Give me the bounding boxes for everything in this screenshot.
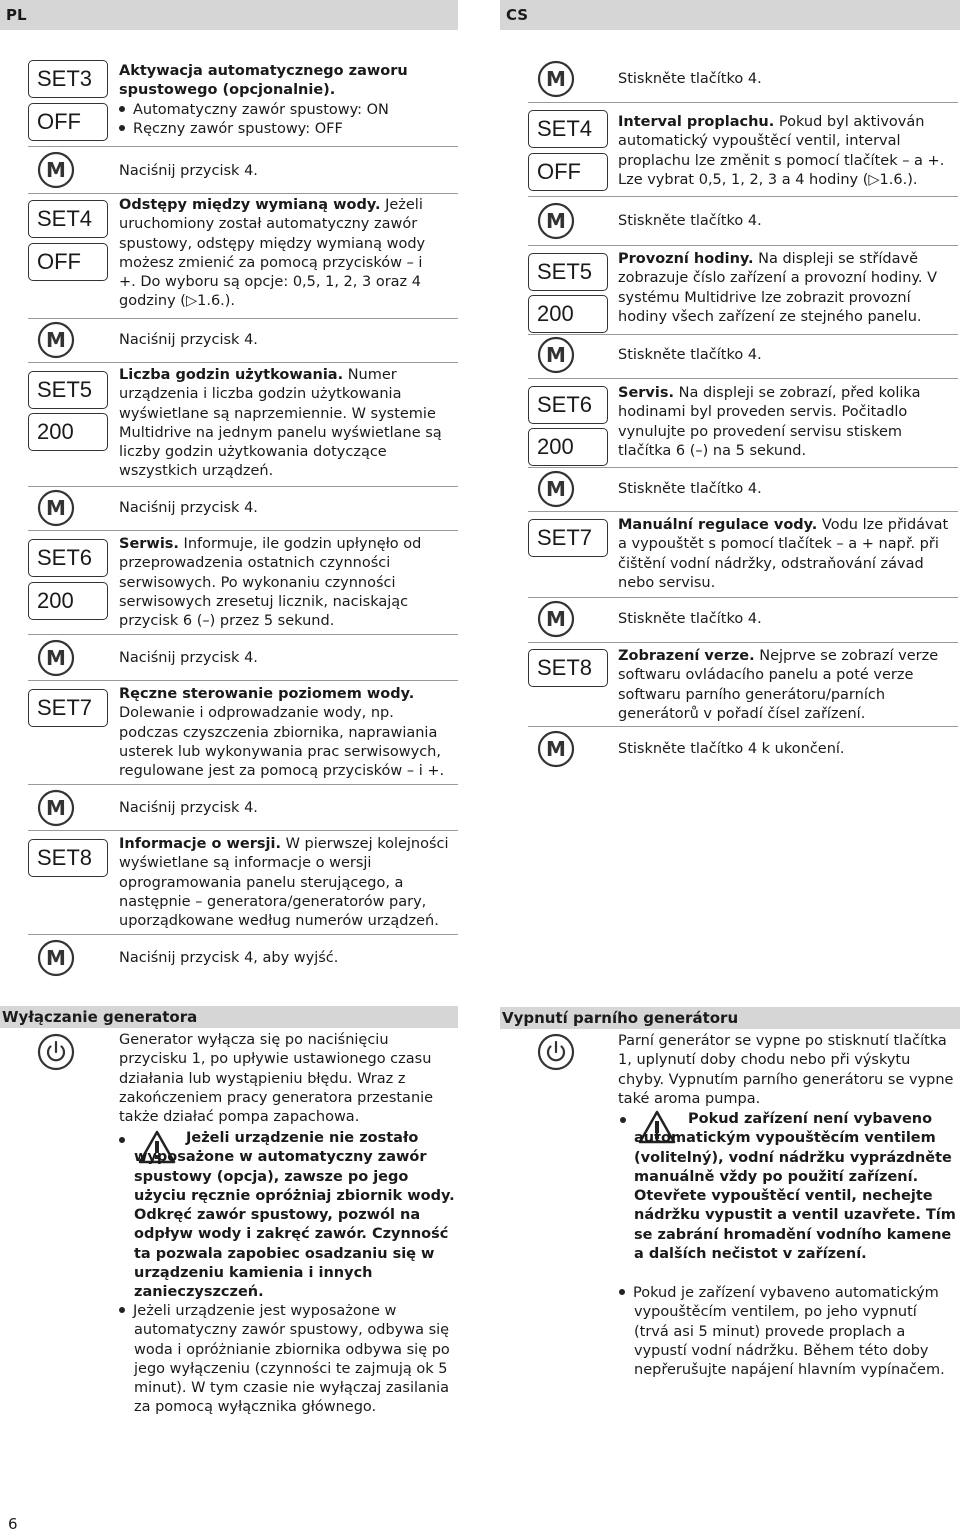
svg-text:M: M — [546, 477, 566, 501]
lcd-value: 200 — [528, 295, 608, 333]
divider — [28, 146, 458, 147]
section-intro: Generator wyłącza się po naciśnięciu przycisku 1, po upływie ustawionego czasu działania lub wystąpieniu błędu. Wraz z zakończeniem pracy generatora przestanie także działać pompa zapachowa. — [119, 1032, 434, 1126]
section-heading: Wyłączanie generatora — [0, 1006, 458, 1028]
menu-m-icon — [536, 599, 576, 639]
svg-text:M: M — [46, 496, 66, 520]
lcd-set6: SET6 — [28, 539, 108, 577]
menu-m-icon — [536, 59, 576, 99]
warning-text: Pokud zařízení není vybaveno automatickým vypouštěcím ventilem (volitelný), vodní nádržku vyprázdněte manuálně vždy po použití zařízení. Otevřete vypouštěcí ventil, nechejte nádržku vypustit a ventil uzavřete. Tím se zabrání hromadění vodního kamene a dalších nečistot v zařízení. — [634, 1111, 956, 1263]
press-instruction: Stiskněte tlačítko 4. — [618, 347, 762, 363]
set4-text: Odstępy między wymianą wody. Jeżeli uruchomiony został automatyczny zawór spustowy, odstępy między wymianą wody możesz zmienić za pomocą przycisków – i +. Do wyboru są opcje: 0,5, 1, 2, 3 oraz 4 godziny (▷1.6.). — [119, 197, 426, 310]
divider — [28, 680, 458, 681]
press-instruction: Naciśnij przycisk 4. — [119, 163, 258, 179]
svg-text:M: M — [546, 607, 566, 631]
svg-text:M: M — [46, 796, 66, 820]
set8-text: Zobrazení verze. Nejprve se zobrazí verze softwaru ovládacího panelu a poté verze softwaru parního generátoru/parních generátorů v pořadí čísel zařízení. — [618, 648, 939, 722]
divider — [28, 530, 458, 531]
lcd-off: OFF — [28, 103, 108, 141]
svg-text:M: M — [546, 209, 566, 233]
menu-m-icon — [36, 488, 76, 528]
svg-text:M: M — [46, 646, 66, 670]
divider — [528, 642, 958, 643]
divider — [28, 934, 458, 935]
divider — [528, 597, 958, 598]
lcd-set3: SET3 — [28, 60, 108, 98]
section-intro: Parní generátor se vypne po stisknutí tlačítka 1, uplynutí doby chodu nebo při výskytu chyby. Vypnutím parního generátoru se vypne také aroma pumpa. — [618, 1033, 954, 1107]
lcd-value: 200 — [28, 582, 108, 620]
divider — [528, 378, 958, 379]
set3-bullet-2: Ręczny zawór spustowy: OFF — [119, 120, 343, 139]
language-header-pl: PL — [0, 0, 458, 30]
page-number: 6 — [8, 1515, 18, 1533]
lcd-off: OFF — [528, 153, 608, 191]
lcd-set8: SET8 — [28, 839, 108, 877]
set7-text: Manuální regulace vody. Vodu lze přidávat a vypouštět s pomocí tlačítek – a + např. při čištění vodní nádržky, odstraňování závad nebo servisu. — [618, 517, 949, 591]
set5-text: Liczba godzin użytkowania. Numer urządzenia i liczba godzin użytkowania wyświetlane są naprzemiennie. W systemie Multidrive na jednym panelu wyświetlane są liczby godzin użytkowania dotyczące wszystkich urządzeń. — [119, 367, 442, 480]
power-button-icon — [536, 1032, 576, 1072]
press-instruction: Stiskněte tlačítko 4. — [618, 213, 762, 229]
menu-m-icon — [36, 150, 76, 190]
menu-m-icon — [536, 469, 576, 509]
press-instruction: Stiskněte tlačítko 4. — [618, 611, 762, 627]
svg-text:M: M — [46, 328, 66, 352]
set8-text: Informacje o wersji. W pierwszej kolejności wyświetlane są informacje o wersji oprogramowania panelu sterującego, a następnie – generatora/generatorów pary, uporządkowane według numerów urządzeń. — [119, 836, 449, 930]
divider — [528, 467, 958, 468]
menu-m-icon — [36, 638, 76, 678]
lcd-set6: SET6 — [528, 386, 608, 424]
menu-m-icon — [36, 788, 76, 828]
press-instruction: Naciśnij przycisk 4. — [119, 650, 258, 666]
power-button-icon — [36, 1032, 76, 1072]
bullet — [620, 1117, 626, 1123]
divider — [528, 245, 958, 246]
divider — [528, 334, 958, 335]
press-instruction: Naciśnij przycisk 4, aby wyjść. — [119, 950, 339, 966]
press-instruction: Naciśnij przycisk 4. — [119, 800, 258, 816]
divider — [528, 102, 958, 103]
menu-m-icon — [536, 201, 576, 241]
press-instruction: Stiskněte tlačítko 4. — [618, 481, 762, 497]
set5-text: Provozní hodiny. Na displeji se střídavě zobrazuje číslo zařízení a provozní hodiny. V systému Multidrive lze zobrazit provozní hodiny všech zařízení ze stejného panelu. — [618, 251, 938, 325]
lcd-set4: SET4 — [28, 200, 108, 238]
lcd-set5: SET5 — [28, 371, 108, 409]
section-heading: Vypnutí parního generátoru — [500, 1007, 960, 1029]
bullet-2-text: Jeżeli urządzenie jest wyposażone w automatyczny zawór spustowy, odbywa się woda i opróżnianie zbiornika odbywa się po jego wyłączeniu (czynności te zajmują ok 5 minut). W tym czasie nie wyłączaj zasilania za pomocą wyłącznika głównego. — [134, 1302, 459, 1418]
lcd-set8: SET8 — [528, 649, 608, 687]
lcd-off: OFF — [28, 243, 108, 281]
svg-text:M: M — [546, 343, 566, 367]
lcd-set4: SET4 — [528, 110, 608, 148]
set7-text: Ręczne sterowanie poziomem wody. Dolewanie i odprowadzanie wody, np. podczas czyszczenia zbiornika, naprawiania usterek lub wykonywania prac serwisowych, regulowane jest za pomocą przycisków – i +. — [119, 686, 445, 780]
press-instruction: Stiskněte tlačítko 4. — [618, 71, 762, 87]
press-instruction: Naciśnij przycisk 4. — [119, 500, 258, 516]
divider — [28, 784, 458, 785]
language-header-cs: CS — [500, 0, 960, 30]
divider — [28, 318, 458, 319]
svg-text:M: M — [46, 946, 66, 970]
warning-text: Jeżeli urządzenie nie zostało wyposażone w automatyczny zawór spustowy (opcja), zawsze po jego użyciu ręcznie opróżniaj zbiornik wody. Odkręć zawór spustowy, pozwól na odpływ wody i zakręć zawór. Czynność ta pozwala zapobiec osadzaniu się w urządzeniu kamienia i innych zanieczyszczeń. — [134, 1130, 455, 1301]
bullet-2-text: Pokud je zařízení vybaveno automatickým vypouštěcím ventilem, po jeho vypnutí (trvá asi 5 minut) provede proplach a vypustí vodní nádržku. Během této doby nepřerušujte napájení hlavním vypínačem. — [634, 1284, 956, 1380]
lcd-value: 200 — [528, 428, 608, 466]
svg-text:M: M — [546, 737, 566, 761]
set3-bullet-1: Automatyczny zawór spustowy: ON — [119, 101, 389, 120]
svg-text:M: M — [546, 67, 566, 91]
divider — [528, 511, 958, 512]
lcd-set7: SET7 — [528, 519, 608, 557]
divider — [28, 486, 458, 487]
divider — [28, 634, 458, 635]
press-instruction: Stiskněte tlačítko 4 k ukončení. — [618, 741, 845, 757]
lcd-set5: SET5 — [528, 253, 608, 291]
set6-text: Servis. Na displeji se zobrazí, před kolika hodinami byl proveden servis. Počitadlo vynulujte po provedení servisu stiskem tlačítka 6 (–) na 5 sekund. — [618, 385, 921, 459]
lcd-set7: SET7 — [28, 689, 108, 727]
divider — [528, 726, 958, 727]
menu-m-icon — [536, 729, 576, 769]
menu-m-icon — [536, 335, 576, 375]
set6-text: Serwis. Informuje, ile godzin upłynęło od przeprowadzenia ostatnich czynności serwisowych. Po wykonaniu czynności serwisowych zresetuj licznik, naciskając przycisk 6 (–) przez 5 sekund. — [119, 536, 422, 630]
set4-text: Interval proplachu. Pokud byl aktivován automatický vypouštěcí ventil, interval proplachu lze změnit s pomocí tlačítek – a +. Lze vybrat 0,5, 1, 2, 3 a 4 hodiny (▷1.6.). — [618, 114, 945, 188]
lcd-value: 200 — [28, 413, 108, 451]
divider — [28, 830, 458, 831]
set3-title: Aktywacja automatycznego zaworu spustowego (opcjonalnie). — [119, 63, 408, 99]
svg-text:M: M — [46, 158, 66, 182]
menu-m-icon — [36, 938, 76, 978]
press-instruction: Naciśnij przycisk 4. — [119, 332, 258, 348]
bullet — [119, 1137, 125, 1143]
divider — [28, 193, 458, 194]
divider — [528, 196, 958, 197]
divider — [28, 362, 458, 363]
menu-m-icon — [36, 320, 76, 360]
